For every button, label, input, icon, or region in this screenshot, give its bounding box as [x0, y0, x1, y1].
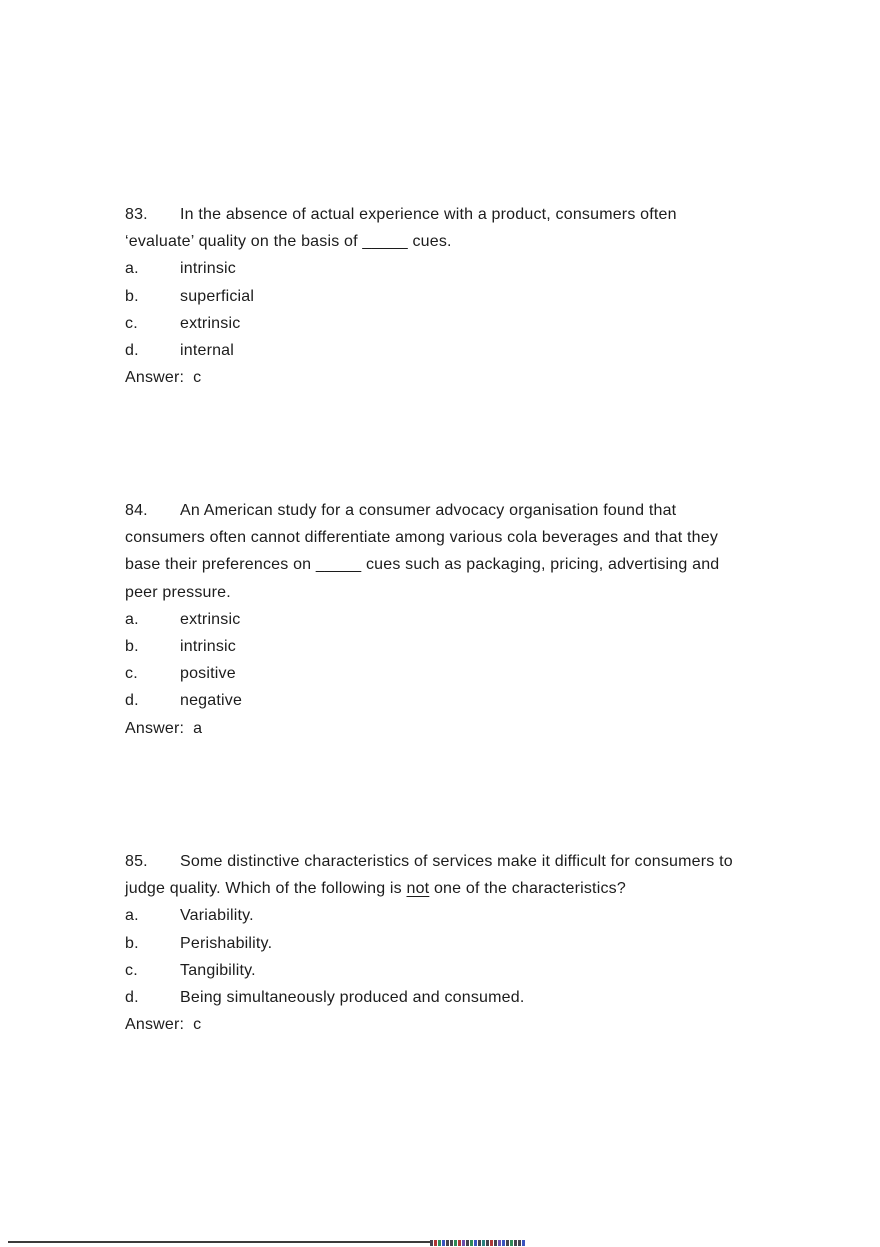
option-text: Variability.	[180, 907, 254, 925]
question-84	[125, 497, 765, 742]
stem-text: In the absence of actual experience with a product, consumers often	[180, 206, 677, 223]
question-stem-line	[125, 201, 765, 228]
option-text: extrinsic	[180, 314, 241, 332]
option-letter: b.	[125, 638, 139, 656]
stem-text: An American study for a consumer advocacy organisation found that	[180, 502, 677, 519]
option-text: positive	[180, 665, 236, 683]
question-stem-line	[125, 497, 765, 524]
answer-label: Answer:	[125, 369, 185, 387]
option-b	[125, 283, 765, 310]
option-b	[125, 930, 765, 957]
question-stem-line: peer pressure.	[125, 583, 231, 601]
stem-text: Some distinctive characteristics of services make it difficult for consumers to	[180, 853, 733, 870]
option-letter: d.	[125, 342, 139, 360]
question-stem-line: consumers often cannot differentiate among various cola beverages and that they	[125, 529, 719, 547]
option-c	[125, 660, 765, 687]
option-text: intrinsic	[180, 260, 236, 278]
option-text: negative	[180, 692, 243, 710]
option-text: intrinsic	[180, 638, 236, 656]
question-stem-line: ‘evaluate’ quality on the basis of _____ cues.	[125, 233, 452, 251]
question-stem-line: base their preferences on _____ cues such as packaging, pricing, advertising and	[125, 556, 720, 574]
answer-value: c	[193, 1016, 202, 1034]
option-d	[125, 687, 765, 714]
answer-value: a	[193, 719, 203, 737]
option-letter: d.	[125, 692, 139, 710]
answer-line	[125, 1011, 765, 1038]
option-a	[125, 902, 765, 929]
option-text: Tangibility.	[180, 961, 256, 979]
option-letter: b.	[125, 287, 139, 305]
watermark-fragments	[430, 1240, 525, 1246]
answer-line	[125, 715, 765, 742]
option-text: internal	[180, 342, 235, 360]
option-a	[125, 606, 765, 633]
option-d	[125, 337, 765, 364]
answer-label: Answer:	[125, 719, 185, 737]
option-c	[125, 957, 765, 984]
option-c	[125, 310, 765, 337]
question-stem-line	[125, 875, 765, 902]
option-letter: a.	[125, 907, 139, 925]
question-85	[125, 848, 765, 1038]
answer-value: c	[193, 369, 202, 387]
option-text: superficial	[180, 287, 255, 305]
option-text: Being simultaneously produced and consumed.	[180, 989, 525, 1007]
question-number: 83.	[125, 206, 148, 223]
question-number: 84.	[125, 502, 148, 519]
option-b	[125, 633, 765, 660]
question-83	[125, 201, 765, 391]
option-letter: c.	[125, 314, 138, 332]
option-letter: c.	[125, 665, 138, 683]
option-letter: a.	[125, 610, 139, 628]
stem-text: judge quality. Which of the following is	[125, 880, 407, 898]
stem-text: one of the characteristics?	[429, 880, 626, 898]
question-stem-line	[125, 848, 765, 875]
option-letter: c.	[125, 961, 138, 979]
option-a	[125, 255, 765, 282]
option-d	[125, 984, 765, 1011]
answer-label: Answer:	[125, 1016, 185, 1034]
option-letter: b.	[125, 934, 139, 952]
stem-text-underlined: not	[406, 880, 430, 898]
question-number: 85.	[125, 853, 148, 870]
footer-rule	[8, 1241, 433, 1243]
option-letter: a.	[125, 260, 139, 278]
option-text: Perishability.	[180, 934, 273, 952]
answer-line	[125, 364, 765, 391]
option-text: extrinsic	[180, 610, 241, 628]
option-letter: d.	[125, 989, 139, 1007]
